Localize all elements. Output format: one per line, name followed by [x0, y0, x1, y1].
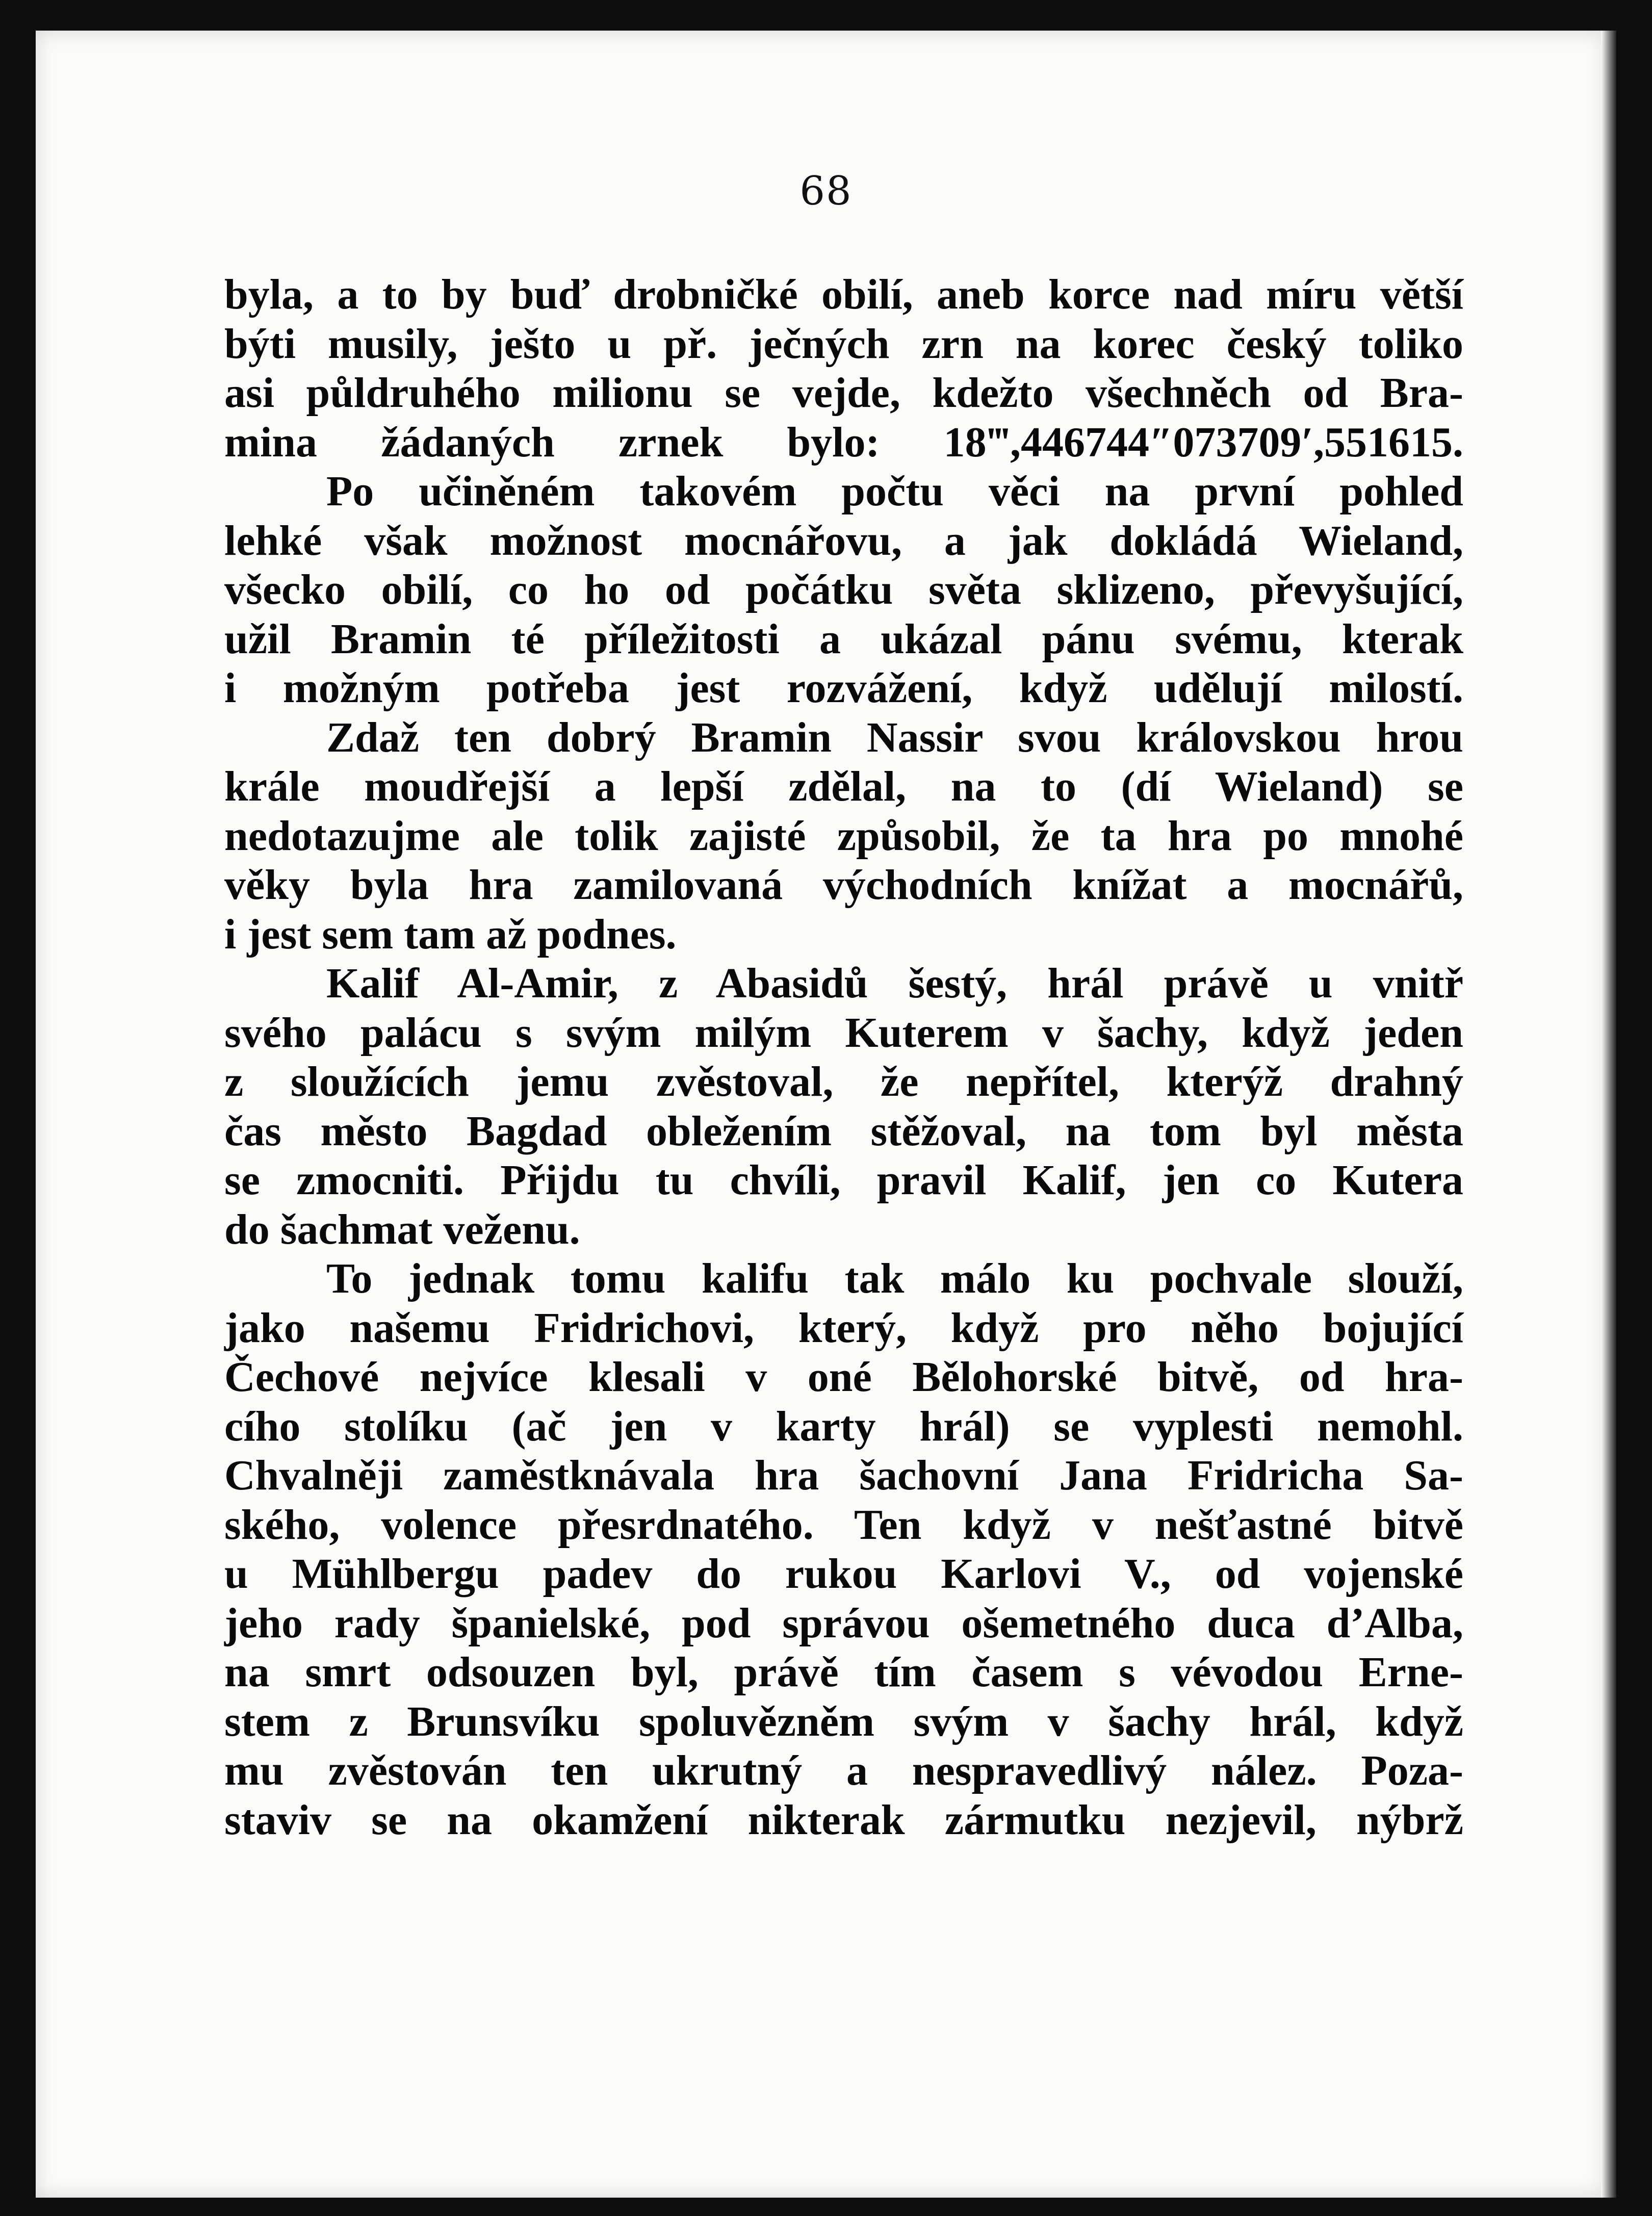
text-line: byla, a to by buď drobničké obilí, aneb korce nad míru větší	[224, 271, 1463, 318]
text-line: mu zvěstován ten ukrutný a nespravedlivý nález. Poza-	[224, 1747, 1463, 1794]
text-line: užil Bramin té příležitosti a ukázal pánu svému, kterak	[224, 615, 1463, 663]
text-line: To jednak tomu kalifu tak málo ku pochvale slouží,	[326, 1255, 1463, 1302]
text-line: býti musily, ješto u př. ječných zrn na korec český toliko	[224, 320, 1463, 368]
text-line: všecko obilí, co ho od počátku světa sklizeno, převyšující,	[224, 566, 1463, 613]
text-line: Kalif Al-Amir, z Abasidů šestý, hrál právě u vnitř	[326, 960, 1463, 1007]
text-line: stem z Brunsvíku spoluvězněm svým v šachy hrál, když	[224, 1697, 1463, 1745]
text-line: Chvalněji zaměstknávala hra šachovní Jana Fridricha Sa-	[224, 1452, 1463, 1499]
text-line: i možným potřeba jest rozvážení, když udělují milostí.	[224, 664, 1463, 712]
text-line: staviv se na okamžení nikterak zármutku nezjevil, nýbrž	[224, 1796, 1463, 1844]
text-line: ského, volence přesrdnatého. Ten když v nešťastné bitvě	[224, 1501, 1463, 1549]
text-line: jeho rady španielské, pod správou ošemetného duca d’Alba,	[224, 1599, 1463, 1647]
text-line: Čechové nejvíce klesali v oné Bělohorské bitvě, od hra-	[224, 1353, 1463, 1401]
text-line: z sloužících jemu zvěstoval, že nepřítel, kterýž drahný	[224, 1058, 1463, 1105]
text-line: se zmocniti. Přijdu tu chvíli, pravil Kalif, jen co Kutera	[224, 1156, 1463, 1204]
text-line: věky byla hra zamilovaná východních knížat a mocnářů,	[224, 861, 1463, 909]
text-line: do šachmat veženu.	[224, 1205, 580, 1253]
text-line: na smrt odsouzen byl, právě tím časem s vévodou Erne-	[224, 1648, 1463, 1696]
text-line: lehké však možnost mocnářovu, a jak dokládá Wieland,	[224, 517, 1463, 564]
page-edge-shadow	[1601, 31, 1616, 2198]
body-text	[224, 270, 1463, 1845]
text-line: Po učiněném takovém počtu věci na první pohled	[326, 468, 1463, 515]
text-line: svého palácu s svým milým Kuterem v šachy, když jeden	[224, 1009, 1463, 1057]
text-line: nedotazujme ale tolik zajisté způsobil, že ta hra po mnohé	[224, 812, 1463, 860]
text-line: krále moudřejší a lepší zdělal, na to (dí Wieland) se	[224, 763, 1463, 810]
text-line: asi půldruhého milionu se vejde, kdežto všechněch od Bra-	[224, 369, 1463, 417]
page-number: 68	[799, 168, 853, 214]
text-line: mina žádaných zrnek bylo: 18‴,446744″073709′,551615.	[224, 418, 1463, 466]
text-line: u Mühlbergu padev do rukou Karlovi V., od vojenské	[224, 1550, 1463, 1597]
text-line: Zdaž ten dobrý Bramin Nassir svou královskou hrou	[326, 713, 1463, 761]
text-line: i jest sem tam až podnes.	[224, 910, 677, 958]
text-line: čas město Bagdad obležením stěžoval, na tom byl města	[224, 1107, 1463, 1155]
text-line: cího stolíku (ač jen v karty hrál) se vyplesti nemohl.	[224, 1402, 1463, 1450]
text-line: jako našemu Fridrichovi, který, když pro něho bojující	[224, 1304, 1463, 1352]
